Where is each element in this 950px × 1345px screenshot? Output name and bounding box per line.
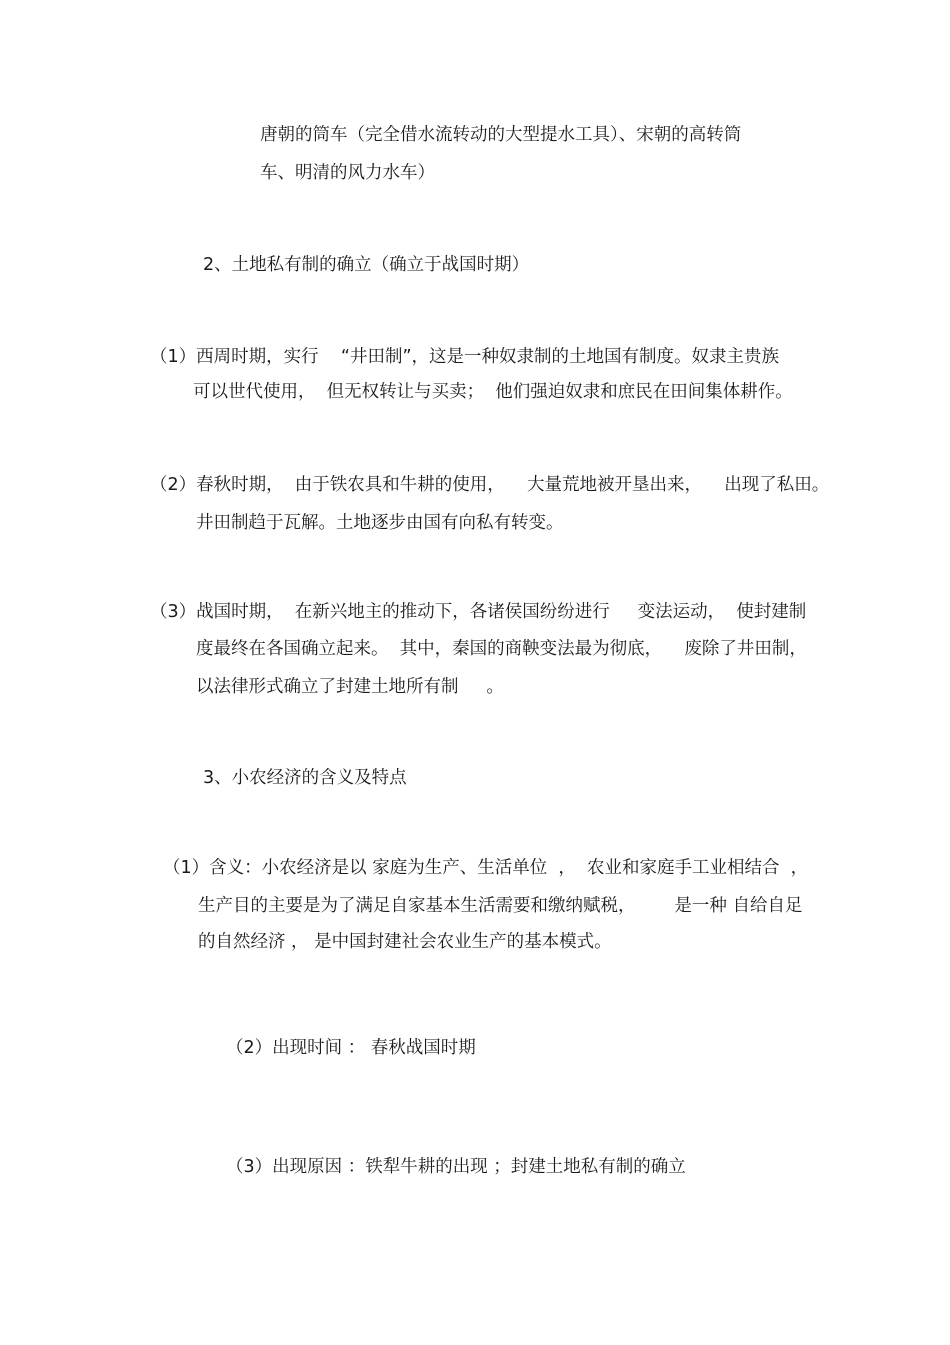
- paragraph-line: 车、明清的风力水车）: [260, 163, 435, 183]
- paragraph-line: （3）战国时期， 在新兴地主的推动下，各诸侯国纷纷进行 变法运动， 使封建制: [150, 602, 807, 622]
- paragraph-line: （1）含义：小农经济是以 家庭为生产、生活单位 ， 农业和家庭手工业相结合 ，: [163, 858, 809, 878]
- paragraph-line: 可以世代使用， 但无权转让与买卖； 他们强迫奴隶和庶民在田间集体耕作。: [193, 382, 793, 402]
- paragraph-line: 以法律形式确立了封建土地所有制 。: [196, 677, 504, 697]
- paragraph-line: （2）春秋时期， 由于铁农具和牛耕的使用， 大量荒地被开垦出来， 出现了私田。: [150, 475, 830, 495]
- paragraph-line: 生产目的主要是为了满足自家基本生活需要和缴纳赋税， 是一种 自给自足: [198, 896, 803, 916]
- paragraph-line: （2）出现时间 ： 春秋战国时期: [226, 1038, 476, 1058]
- section-heading: 3、小农经济的含义及特点: [203, 768, 407, 788]
- paragraph-line: 唐朝的筒车（完全借水流转动的大型提水工具）、宋朝的高转筒: [260, 125, 742, 145]
- paragraph-line: （1）西周时期，实行 “井田制”，这是一种奴隶制的土地国有制度。奴隶主贵族: [150, 347, 780, 367]
- paragraph-line: 度最终在各国确立起来。 其中，秦国的商鞅变法最为彻底， 废除了井田制，: [196, 639, 807, 659]
- paragraph-line: 井田制趋于瓦解。土地逐步由国有向私有转变。: [196, 513, 564, 533]
- paragraph-line: 的自然经济 ， 是中国封建社会农业生产的基本模式。: [198, 932, 612, 952]
- paragraph-line: （3）出现原因 ：铁犁牛耕的出现 ；封建土地私有制的确立: [226, 1157, 686, 1177]
- section-heading: 2、土地私有制的确立（确立于战国时期）: [203, 255, 530, 275]
